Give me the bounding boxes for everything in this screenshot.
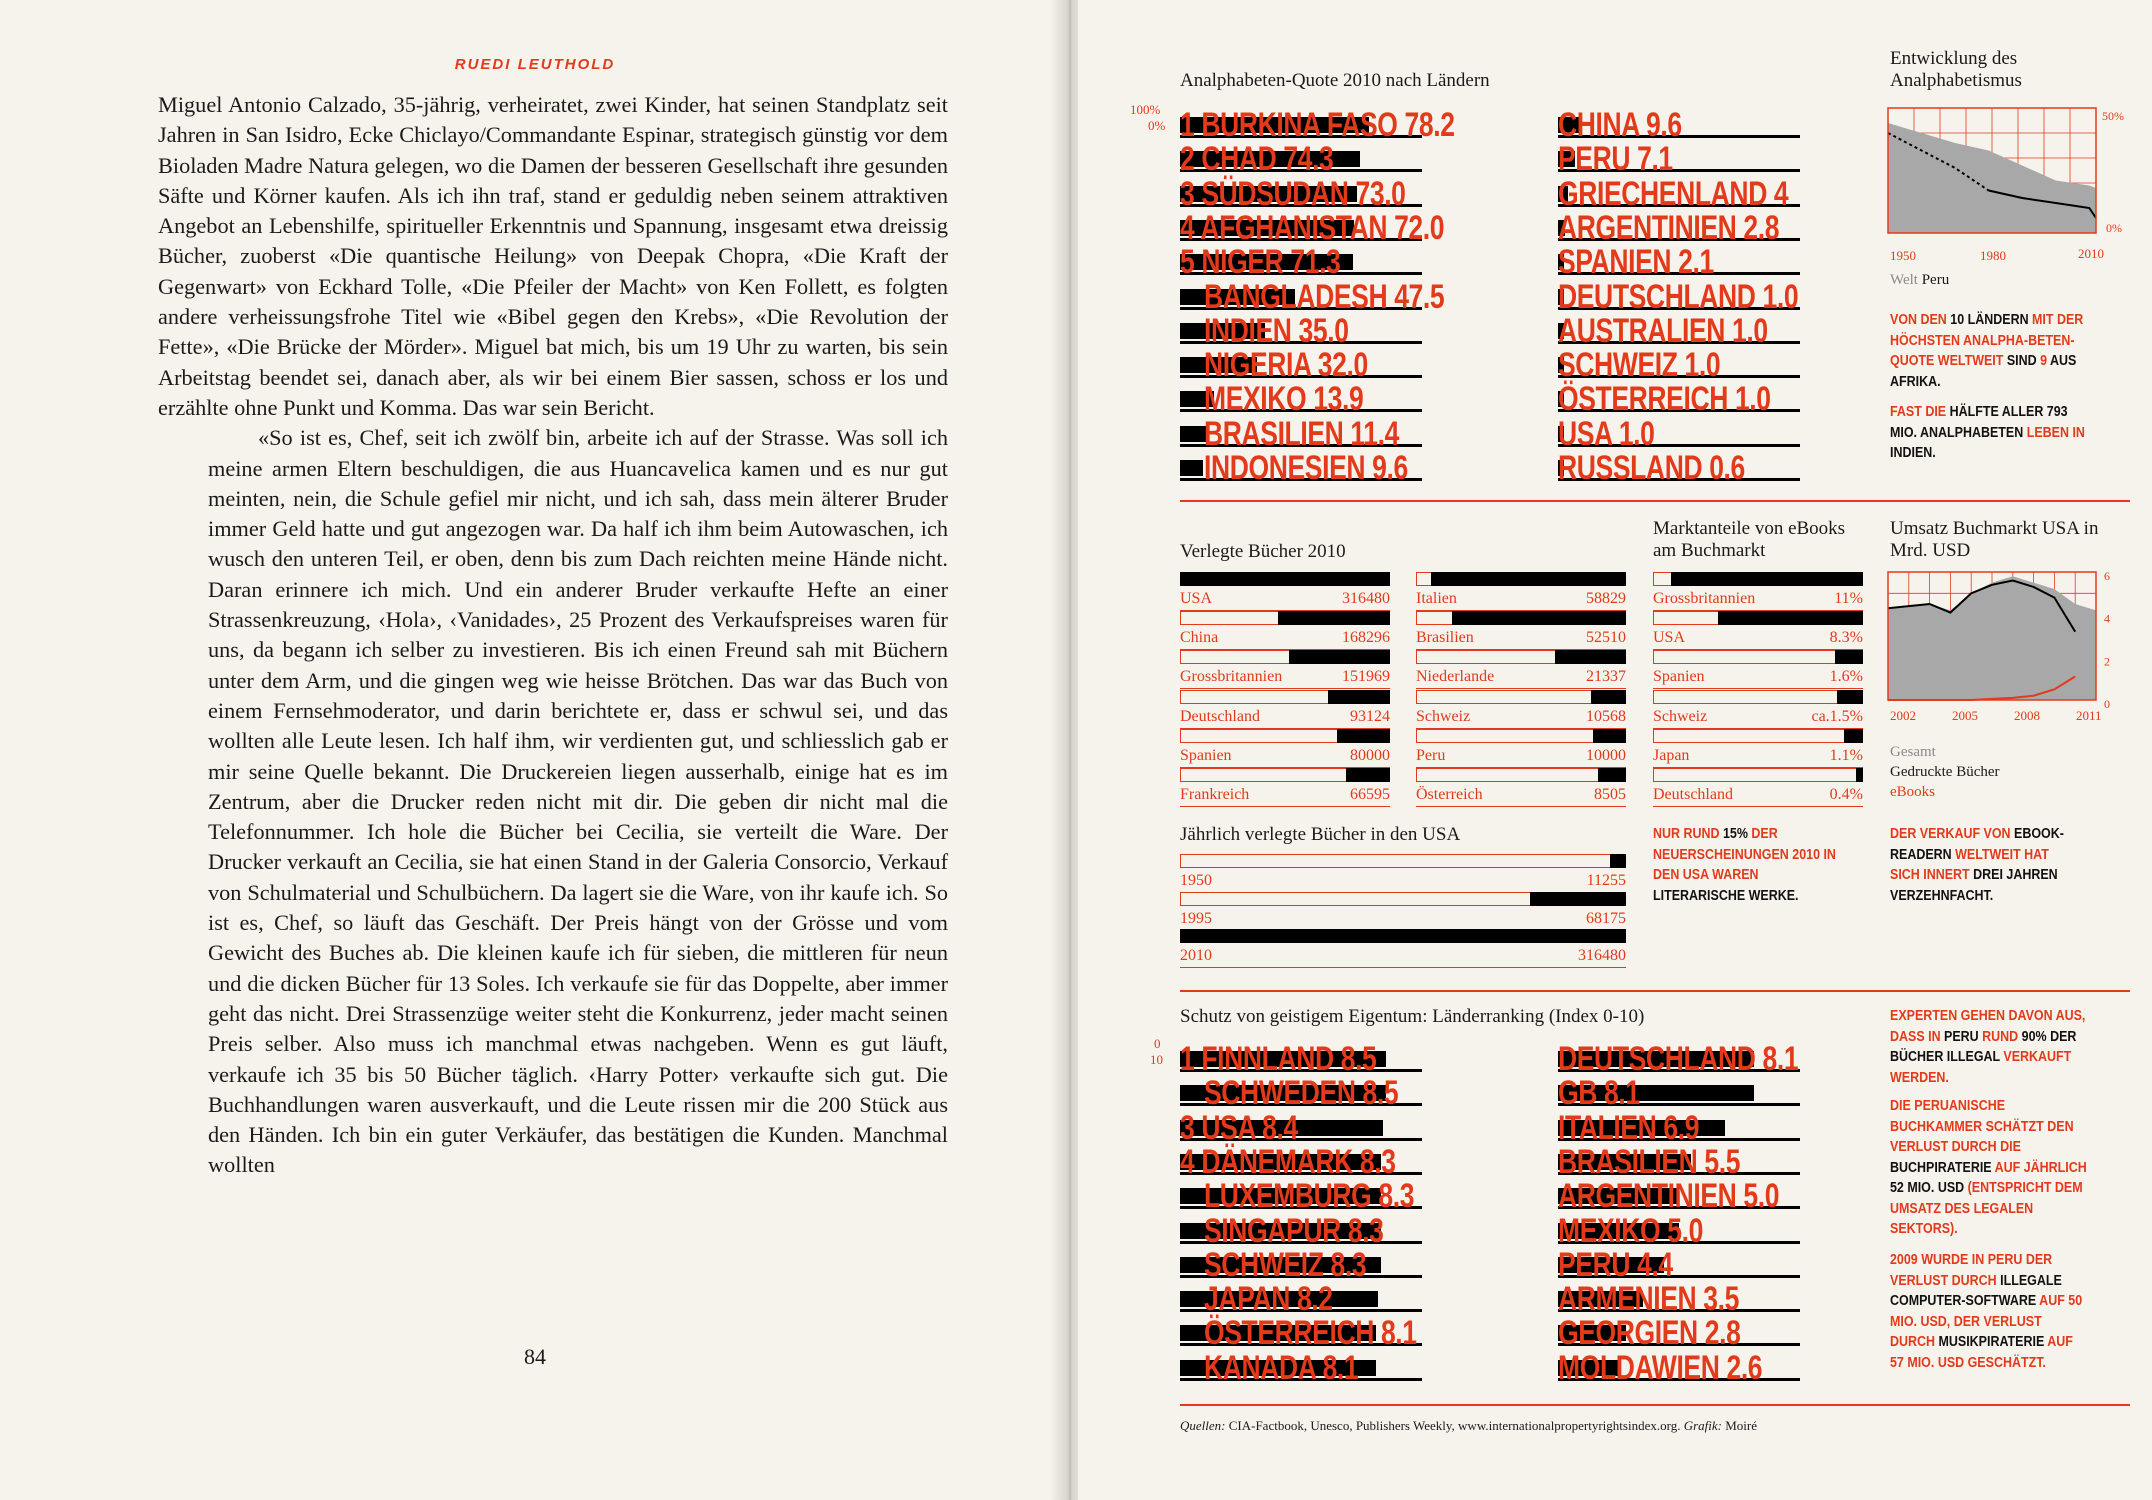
legend-print: Gedruckte Bücher	[1890, 764, 2000, 780]
note-fragment: VON DEN	[1890, 312, 1951, 328]
ranking-row	[1558, 1312, 1800, 1353]
ranking-label: 2 CHAD 74.3	[1180, 140, 1334, 179]
bar-value: 0.4%	[1829, 786, 1863, 803]
note-fragment: DIE PERUANISCHE BUCHKAMMER SCHÄTZT DEN VERLUST DURCH DIE	[1890, 1098, 2074, 1155]
bar-fill	[1431, 572, 1626, 586]
ranking-row	[1558, 1072, 1800, 1113]
bar-value: 168296	[1342, 629, 1390, 647]
bar-label: Grossbritannien	[1653, 590, 1756, 607]
revenue-x-label: 2002	[1890, 708, 1916, 723]
ranking-label: ÖSTERREICH 1.0	[1558, 380, 1771, 419]
bar-value: 10000	[1586, 746, 1626, 764]
note-fragment: ILLEGALE COMPUTER-SOFTWARE	[1890, 1272, 2062, 1309]
note-fragment: LITERARISCHE WERKE.	[1653, 887, 1799, 904]
ranking-row	[1558, 1278, 1800, 1319]
note-fragment: MUSIKPIRATERIE	[1938, 1334, 2048, 1350]
note-fragment: 15%	[1722, 826, 1752, 842]
usa-books-title: Jährlich verlegte Bücher in den USA	[1180, 824, 1461, 845]
note-fragment: WELTWEIT HAT SICH INNERT	[1890, 846, 2049, 883]
bar-fill	[1555, 650, 1626, 664]
bar-fill	[1278, 611, 1390, 625]
trend-title: Entwicklung des Analphabetismus	[1890, 48, 2022, 91]
bar-label: Peru	[1416, 746, 1446, 764]
bar-fill	[1346, 768, 1390, 782]
bar-value: 58829	[1586, 590, 1626, 607]
note-fragment: 2009 WURDE IN PERU DER VERLUST DURCH	[1890, 1252, 2053, 1289]
ranking-row	[1558, 1244, 1800, 1284]
bar-row	[1653, 572, 1863, 612]
sources-line	[1180, 1418, 1757, 1434]
ranking-row	[1180, 1141, 1422, 1181]
ranking-row	[1558, 413, 1800, 453]
ranking-row	[1558, 378, 1800, 419]
graphic-label: Grafik:	[1680, 1418, 1722, 1433]
bar-fill	[1591, 690, 1626, 704]
ranking-label: 1 FINNLAND 8.5	[1180, 1040, 1377, 1078]
bar-fill	[1718, 611, 1863, 625]
note-ereaders	[1890, 824, 2079, 906]
note-fragment: SIND	[2006, 353, 2041, 369]
bar-row	[1653, 611, 1863, 651]
revenue-y-label: 4	[2104, 611, 2110, 626]
ranking-label: AUSTRALIEN 1.0	[1558, 311, 1768, 350]
ranking-label: ARGENTINIEN 5.0	[1558, 1177, 1780, 1216]
ranking-label: DEUTSCHLAND 1.0	[1558, 277, 1799, 316]
bar-row	[1653, 690, 1863, 730]
trend-x-label: 1950	[1890, 248, 1916, 263]
bar-row	[1653, 650, 1863, 690]
divider	[1180, 1404, 2130, 1406]
ranking-label: PERU 7.1	[1558, 140, 1673, 179]
ranking-label: SPANIEN 2.1	[1558, 243, 1714, 282]
note-fragment: NUR RUND	[1653, 826, 1723, 842]
ranking-row	[1180, 344, 1422, 385]
ranking-label: GB 8.1	[1558, 1074, 1640, 1113]
ranking-label: GEORGIEN 2.8	[1558, 1314, 1741, 1353]
bar-value: 316480	[1578, 947, 1626, 964]
note-fragment: RUND	[1982, 1028, 2022, 1045]
ranking-row	[1180, 1347, 1422, 1387]
bar-row	[1180, 854, 1626, 894]
ranking-bar	[1180, 460, 1203, 476]
ranking-label: ARMENIEN 3.5	[1558, 1280, 1740, 1319]
divider	[1180, 990, 2130, 992]
bar-row	[1180, 572, 1390, 612]
ranking-label: MEXIKO 13.9	[1204, 380, 1364, 419]
note-fragment: BUCHPIRATERIE	[1890, 1159, 1995, 1176]
revenue-y-label: 0	[2104, 697, 2110, 711]
note-fragment: INDIEN.	[1890, 445, 1936, 461]
ranking-label: INDONESIEN 9.6	[1204, 449, 1408, 487]
note-fragment: (ENTSPRICHT DEM UMSATZ DES LEGALEN SEKTORS).	[1890, 1180, 2083, 1237]
bar-track	[1653, 729, 1863, 743]
ranking-row	[1180, 1038, 1422, 1078]
bar-fill	[1593, 729, 1626, 743]
bar-value: 316480	[1342, 590, 1390, 607]
ranking-row	[1558, 207, 1800, 247]
bar-value: 11%	[1834, 590, 1863, 607]
ranking-label: LUXEMBURG 8.3	[1204, 1177, 1415, 1216]
bar-label: Niederlande	[1416, 668, 1495, 686]
note-fragment: DER NEUERSCHEINUNGEN 2010 IN DEN USA WAREN	[1653, 826, 1836, 883]
ranking-row	[1558, 344, 1800, 385]
note-literary	[1653, 824, 1842, 906]
trend-y-bottom: 0%	[2106, 221, 2122, 235]
note-peru-illegal	[1890, 1006, 2090, 1088]
legend-ebooks: eBooks	[1890, 784, 1935, 800]
ranking-row	[1558, 1141, 1800, 1181]
ranking-label: KANADA 8.1	[1204, 1348, 1359, 1387]
revenue-chart	[1888, 569, 2148, 711]
bar-track	[1416, 768, 1626, 782]
note-fragment: EBOOK-READERN	[1890, 826, 2064, 863]
bar-label: USA	[1180, 590, 1213, 607]
bar-value: 52510	[1586, 629, 1626, 647]
legend-peru: Peru	[1921, 272, 1950, 288]
note-fragment: 90% DER BÜCHER ILLEGAL	[1890, 1028, 2077, 1065]
bar-label: 1995	[1180, 909, 1212, 927]
bar-row	[1416, 729, 1626, 769]
bar-fill	[1835, 650, 1863, 664]
bar-track	[1653, 650, 1863, 664]
note-fragment: DER VERKAUF VON	[1890, 826, 2015, 842]
bar-label: Italien	[1416, 590, 1457, 607]
revenue-y-label: 6	[2104, 569, 2110, 583]
right-page	[1078, 0, 2152, 1500]
revenue-y-label: 2	[2104, 654, 2110, 669]
ranking-row	[1558, 310, 1800, 350]
running-header: RUEDI LEUTHOLD	[454, 56, 616, 73]
bar-label: Brasilien	[1416, 629, 1474, 647]
bar-fill	[1844, 729, 1863, 743]
ranking-label: 4 DÄNEMARK 8.3	[1180, 1142, 1396, 1181]
bar-track	[1180, 854, 1626, 868]
note-fragment: MIT DER HÖCHSTEN ANALPHA-BETEN-QUOTE WELTWEIT	[1890, 312, 2084, 369]
graphic-credit: Moiré	[1721, 1418, 1758, 1433]
legend-total: Gesamt	[1890, 744, 1936, 760]
divider	[1180, 500, 2130, 502]
bar-label: Schweiz	[1416, 707, 1471, 725]
note-india	[1890, 402, 2096, 464]
bar-fill	[1180, 572, 1390, 586]
ranking-label: USA 1.0	[1558, 414, 1655, 453]
sources-label: Quellen:	[1180, 1418, 1226, 1433]
ranking-row	[1558, 276, 1800, 316]
bar-label: Spanien	[1653, 668, 1705, 686]
bar-fill	[1180, 929, 1626, 943]
bar-value: 11255	[1586, 872, 1626, 889]
note-fragment: AUF 50 MIO. USD, DER VERLUST DURCH	[1890, 1293, 2083, 1350]
bar-track	[1653, 768, 1863, 782]
bar-fill	[1856, 768, 1863, 782]
trend-y-top: 50%	[2102, 109, 2124, 123]
trend-x-label: 2010	[2078, 246, 2104, 261]
ranking-label: NIGERIA 32.0	[1204, 346, 1368, 385]
note-fragment: VERKAUFT WERDEN.	[1890, 1049, 2072, 1086]
sources-text: CIA-Factbook, Unesco, Publishers Weekly, www.internationalpropertyrightsindex.org.	[1225, 1418, 1681, 1433]
bar-fill	[1610, 854, 1626, 868]
note-fragment: FAST DIE	[1890, 404, 1950, 420]
bar-value: ca.1.5%	[1811, 707, 1863, 725]
note-fragment: 52 MIO. USD	[1890, 1180, 1968, 1196]
bar-row	[1416, 768, 1626, 808]
bar-label: 2010	[1180, 947, 1212, 964]
ranking-row	[1558, 447, 1800, 487]
ranking-row	[1558, 1038, 1800, 1078]
bar-fill	[1452, 611, 1626, 625]
bar-row	[1180, 650, 1390, 690]
bar-fill	[1837, 690, 1863, 704]
ranking-label: 3 SÜDSUDAN 73.0	[1180, 174, 1406, 213]
ebook-title: Marktanteile von eBooks am Buchmarkt	[1653, 518, 1846, 561]
bar-row	[1416, 690, 1626, 730]
bar-track	[1653, 690, 1863, 704]
note-fragment: AUF 57 MIO. USD GESCHÄTZT.	[1890, 1334, 2073, 1371]
ranking-label: SCHWEDEN 8.5	[1204, 1074, 1399, 1113]
ranking-row	[1180, 1107, 1422, 1147]
bar-label: Deutschland	[1653, 786, 1733, 803]
note-fragment: AUS AFRIKA.	[1890, 353, 2077, 390]
ranking-row	[1180, 413, 1422, 453]
bar-value: 151969	[1342, 668, 1390, 686]
books-title: Verlegte Bücher 2010	[1180, 541, 1346, 562]
legend-world: Welt	[1890, 272, 1918, 288]
bar-row	[1180, 729, 1390, 769]
bar-row	[1180, 611, 1390, 651]
bar-value: 80000	[1350, 746, 1390, 764]
ranking-label: MEXIKO 5.0	[1558, 1211, 1703, 1250]
bar-label: USA	[1653, 629, 1686, 647]
bar-value: 21337	[1586, 668, 1626, 686]
bar-value: 93124	[1350, 707, 1390, 725]
bar-value: 8505	[1594, 786, 1626, 803]
ranking-label: 3 USA 8.4	[1180, 1108, 1298, 1147]
article-body	[158, 90, 948, 1181]
revenue-title: Umsatz Buchmarkt USA in Mrd. USD	[1890, 518, 2099, 561]
bar-underline	[1180, 967, 1626, 968]
ranking-row	[1558, 173, 1800, 213]
ranking-label: SCHWEIZ 1.0	[1558, 346, 1721, 385]
ranking-row	[1180, 173, 1422, 213]
note-fragment: HÄLFTE ALLER 793 MIO. ANALPHABETEN	[1890, 404, 2068, 441]
ranking-row	[1558, 1210, 1800, 1250]
ranking-row	[1558, 1175, 1800, 1216]
note-africa	[1890, 310, 2096, 392]
ranking-label: SCHWEIZ 8.3	[1204, 1245, 1367, 1284]
ranking-row	[1180, 1175, 1422, 1216]
ranking-label: ARGENTINIEN 2.8	[1558, 208, 1780, 247]
bar-label: Frankreich	[1180, 786, 1250, 803]
note-fragment: EXPERTEN GEHEN DAVON AUS, DASS IN	[1890, 1008, 2086, 1045]
ranking-label: CHINA 9.6	[1558, 106, 1682, 144]
ranking-label: PERU 4.4	[1558, 1245, 1673, 1284]
ip-title: Schutz von geistigem Eigentum: Länderranking (Index 0-10)	[1180, 1006, 1645, 1027]
page-number: 84	[524, 1344, 546, 1369]
trend-legend	[1890, 272, 1949, 289]
ranking-label: BANGLADESH 47.5	[1204, 277, 1445, 316]
bar-label: Grossbritannien	[1180, 668, 1283, 686]
bar-row	[1416, 572, 1626, 612]
trend-x-label: 1980	[1980, 248, 2006, 263]
note-book-piracy	[1890, 1096, 2090, 1240]
bar-label: 1950	[1180, 872, 1212, 889]
ranking-label: 1 BURKINA FASO 78.2	[1180, 106, 1455, 144]
note-software-piracy	[1890, 1250, 2090, 1373]
ranking-label: BRASILIEN 5.5	[1558, 1142, 1741, 1181]
ranking-row	[1180, 1244, 1422, 1284]
bar-label: Japan	[1653, 746, 1690, 764]
bar-row	[1180, 892, 1626, 932]
ranking-label: ITALIEN 6.9	[1558, 1108, 1700, 1147]
ranking-label: ÖSTERREICH 8.1	[1204, 1314, 1417, 1353]
ranking-row	[1180, 276, 1445, 316]
ranking-label: INDIEN 35.0	[1204, 311, 1349, 350]
ranking-label: GRIECHENLAND 4	[1558, 174, 1789, 213]
bar-fill	[1328, 690, 1390, 704]
note-fragment: 9	[2040, 353, 2051, 369]
ranking-row	[1180, 310, 1422, 350]
ranking-label: 4 AFGHANISTAN 72.0	[1180, 208, 1445, 247]
revenue-x-label: 2005	[1952, 708, 1978, 723]
revenue-x-label: 2008	[2014, 708, 2040, 723]
ranking-label: SINGAPUR 8.3	[1204, 1211, 1384, 1250]
bar-value: 66595	[1350, 786, 1390, 803]
bar-row	[1653, 729, 1863, 769]
bar-value: 10568	[1586, 707, 1626, 725]
bar-fill	[1289, 650, 1390, 664]
note-fragment: DREI JAHREN VERZEHNFACHT.	[1890, 867, 2058, 904]
bar-row	[1180, 929, 1626, 969]
ranking-row	[1180, 1210, 1422, 1250]
bar-value: 68175	[1586, 909, 1626, 927]
bar-row	[1180, 768, 1390, 808]
ranking-row	[1180, 104, 1455, 144]
ranking-label: DEUTSCHLAND 8.1	[1558, 1040, 1799, 1078]
bar-fill	[1337, 729, 1390, 743]
bar-label: China	[1180, 629, 1219, 647]
bar-value: 1.6%	[1829, 668, 1863, 686]
bar-underline	[1180, 806, 1390, 807]
revenue-legend	[1890, 742, 2000, 802]
ranking-row	[1558, 1347, 1800, 1387]
bar-label: Österreich	[1416, 786, 1483, 803]
ip-scale-bottom: 10	[1150, 1052, 1163, 1067]
ranking-row	[1558, 1107, 1800, 1147]
bar-fill	[1530, 892, 1626, 906]
ranking-row	[1180, 207, 1445, 247]
bar-row	[1653, 768, 1863, 808]
note-fragment: AUF JÄHRLICH	[1994, 1159, 2087, 1176]
ranking-row	[1180, 1312, 1422, 1353]
ranking-label: 5 NIGER 71.3	[1180, 243, 1341, 282]
trend-chart	[1888, 108, 2148, 248]
ranking-label: BRASILIEN 11.4	[1204, 414, 1399, 453]
ranking-row	[1180, 1278, 1422, 1319]
paragraph-quote: «So ist es, Chef, seit ich zwölf bin, arbeite ich auf der Strasse. Was soll ich meine armen Eltern beschuldigen, die aus Huancavelica kamen und es nur gut meinten, nein, die Schule gefiel mir nicht, und ich sah, dass mein älterer Bruder immer Geld hatte und gut angezogen war. Da half ich ihm beim Autowaschen, ich wusch den unteren Teil, er oben, denn bis zum Dach reichten meine Hände nicht. Daran erinnere ich mich. Und ein anderer Bruder verkaufte Hefte an einer Strassenkreuzung, ‹Hola›, ‹Vanidades›, 25 Prozent des Verkaufspreises waren für uns, da begann ich selber zu investieren. Bis ich einen Freund sah mit Büchern unter dem Arm, und die gingen weg wie heisse Brötchen. Das war das Buch von einem Fernsehmoderator, und darin berichtete er, dass er schwul sei, und das wollten alle Leute lesen. Ich half ihm, wir verdienten gut, und schliesslich gab er mir seine Quelle bekannt. Die Druckereien liegen ausserhalb, einige hat es im Zentrum, aber die Drucker reden nicht mit dir. Die geben dir nicht mal die Telefonnummer. Ich hole die Bücher bei Cecilia, sie verteilt die Ware. Der Drucker verkauft an Cecilia, sie hat einen Stand in der Galeria Consorcio, Verkauf von Schulmaterial und Schulbüchern. Da lagert sie die Ware, von ihr kaufe ich. So ist es, Chef, so läuft das Geschäft. Der Preis hängt von der Grösse und vom Gewicht des Buches ab. Die kleinen kaufe ich für sieben, die mittleren für neun und die dicken Bücher für 13 Soles. Ich verkaufe sie für das Doppelte, aber immer geht das nicht. Drei Strassenzüge weiter steht die Konkurrenz, jeder macht seinen Preis selber. Also muss ich manchmal etwas nachgeben. Wenn es gut läuft, verkaufe ich 35 bis 50 Bücher täglich. ‹Harry Potter› verkaufte sich gut. Die Buchhandlungen waren ausverkauft, und die Leute rissen mir die 200 Stück aus den Händen. Ich bin ein guter Verkäufer, das bestätigen die Kunden. Manchmal wollten	[208, 425, 948, 1178]
ranking-row	[1180, 241, 1422, 282]
note-fragment: PERU	[1944, 1028, 1983, 1045]
ranking-row	[1180, 138, 1422, 179]
ranking-label: RUSSLAND 0.6	[1558, 449, 1745, 487]
bar-value: 1.1%	[1829, 746, 1863, 764]
illiteracy-title: Analphabeten-Quote 2010 nach Ländern	[1180, 70, 1490, 91]
illiteracy-scale-bottom: 0%	[1148, 118, 1166, 133]
bar-fill	[1598, 768, 1626, 782]
bar-underline	[1416, 806, 1626, 807]
left-page	[0, 0, 1070, 1500]
illiteracy-scale-top: 100%	[1130, 102, 1161, 117]
bar-row	[1180, 690, 1390, 730]
paragraph: Miguel Antonio Calzado, 35-jährig, verheiratet, zwei Kinder, hat seinen Standplatz seit Jahren in San Isidro, Ecke Chiclayo/Commandante Espinar, strategisch günstig vor dem Bioladen Madre Natura gelegen, wo die Damen der besseren Gesellschaft ihre gesunden Säfte und Körner kaufen. Als ich ihn traf, stand er geduldig neben seinem attraktiven Angebot an Lebenshilfe, spiritueller Erkenntnis und Spannung, insgesamt etwa dreissig Bücher, zuoberst «Die quantische Heilung» von Deepak Chopra, «Die Kraft der Gegenwart» von Eckhard Tolle, «Die Pfeiler der Macht» von Ken Follett, es folgten andere verheissungsfrohe Titel wie «Bibel gegen den Krebs», «Die Revolution der Fette», «Die Brücke der Mörder». Miguel bat mich, bis um 19 Uhr zu warten, bis sein Arbeitstag beendet sei, danach aber, als wir bei einem Bier sassen, schoss er los und erzählte ohne Punkt und Komma. Das war sein Bericht.	[158, 92, 948, 420]
bar-row	[1416, 650, 1626, 690]
ranking-row	[1558, 138, 1800, 179]
ranking-label: JAPAN 8.2	[1204, 1280, 1333, 1319]
bar-label: Deutschland	[1180, 707, 1260, 725]
bar-label: Spanien	[1180, 746, 1232, 764]
bar-label: Schweiz	[1653, 707, 1708, 725]
ranking-row	[1180, 1072, 1422, 1113]
note-fragment: 10 LÄNDERN	[1950, 312, 2033, 328]
bar-row	[1416, 611, 1626, 651]
ranking-row	[1180, 447, 1422, 487]
note-fragment: LEBEN IN	[2026, 424, 2085, 441]
ranking-row	[1558, 241, 1800, 282]
revenue-x-label: 2011	[2076, 708, 2102, 723]
ranking-label: MOLDAWIEN 2.6	[1558, 1348, 1763, 1387]
ranking-row	[1558, 104, 1800, 144]
ranking-row	[1180, 378, 1422, 419]
bar-underline	[1653, 806, 1863, 807]
ip-scale-top: 0	[1154, 1036, 1161, 1051]
bar-fill	[1671, 572, 1864, 586]
bar-value: 8.3%	[1829, 629, 1863, 647]
